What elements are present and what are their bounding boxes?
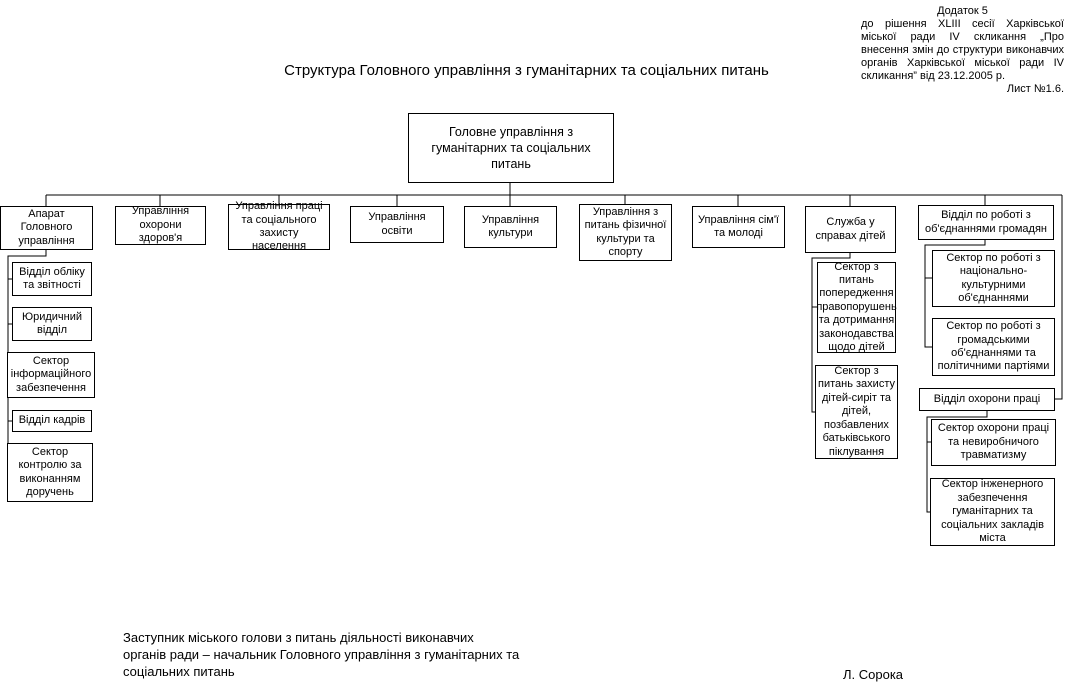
annotation-block bbox=[861, 5, 1064, 96]
annotation-doc-number: Додаток 5 bbox=[937, 5, 988, 17]
node-sektor-kontroliu: Сектор контролю за виконанням доручень bbox=[7, 443, 93, 502]
node-sektor-nats-kulturnymy: Сектор по роботі з національно-культурними об'єднаннями bbox=[932, 250, 1055, 307]
node-sektor-informatsiinoho: Сектор інформаційного забезпечення bbox=[7, 352, 95, 398]
node-sektor-inzhenernoho: Сектор інженерного забезпечення гуманітарних та соціальних закладів міста bbox=[930, 478, 1055, 546]
node-sektor-okhorony-pratsi: Сектор охорони праці та невиробничого травматизму bbox=[931, 419, 1056, 466]
annotation-sheet-number: Лист №1.6. bbox=[1006, 82, 1064, 95]
node-viddil-okhorony-pratsi: Відділ охорони праці bbox=[919, 388, 1055, 411]
node-fizkultury-sportu: Управління з питань фізичної культури та спорту bbox=[579, 204, 672, 261]
node-sluzhba-ditei: Служба у справах дітей bbox=[805, 206, 896, 253]
node-sektor-zakhystu-ditei-syrit: Сектор з питань захисту дітей-сиріт та дітей, позбавлених батьківського піклування bbox=[815, 365, 898, 459]
node-sektor-poperedzhennia-pravoporushen: Сектор з питань попередження правопорушень та дотримання законодавства щодо дітей bbox=[816, 260, 897, 354]
node-viddil-kadriv: Відділ кадрів bbox=[12, 410, 92, 432]
node-kultury: Управління культури bbox=[464, 206, 557, 248]
node-viddil-obliku: Відділ обліку та звітності bbox=[12, 262, 92, 296]
node-okhorony-zdorovia: Управління охорони здоров'я bbox=[115, 206, 206, 245]
node-simyi-molodi: Управління сім'ї та молоді bbox=[692, 206, 785, 248]
footer-signatory-title: Заступник міського голови з питань діяльності виконавчих органів ради – начальник Головного управління з гуманітарних та соціальних питань bbox=[123, 630, 520, 679]
node-viddil-obyednannia-hromadian: Відділ по роботі з об'єднаннями громадян bbox=[918, 205, 1054, 240]
page-title: Структура Головного управління з гуманітарних та соціальних питань bbox=[284, 62, 769, 79]
node-aparat: Апарат Головного управління bbox=[0, 206, 93, 250]
node-osvity: Управління освіти bbox=[350, 206, 444, 243]
signature-name: Л. Сорока bbox=[843, 667, 904, 682]
node-holovne-upravlinnia: Головне управління з гуманітарних та соціальних питань bbox=[408, 113, 614, 183]
node-pratsi-sotszakhystu: Управління праці та соціального захисту населення bbox=[228, 204, 330, 250]
annotation-body: до рішення XLIII сесії Харківської міської ради IV скликання „Про внесення змін до структури виконавчих органів Харківської міської ради IV скликання” від 23.12.2005 р. bbox=[861, 17, 1064, 82]
node-sektor-hromadskymy-obyednanniamy: Сектор по роботі з громадськими об'єднаннями та політичними партіями bbox=[932, 318, 1055, 376]
node-yurydychnyi-viddil: Юридичний відділ bbox=[12, 307, 92, 341]
